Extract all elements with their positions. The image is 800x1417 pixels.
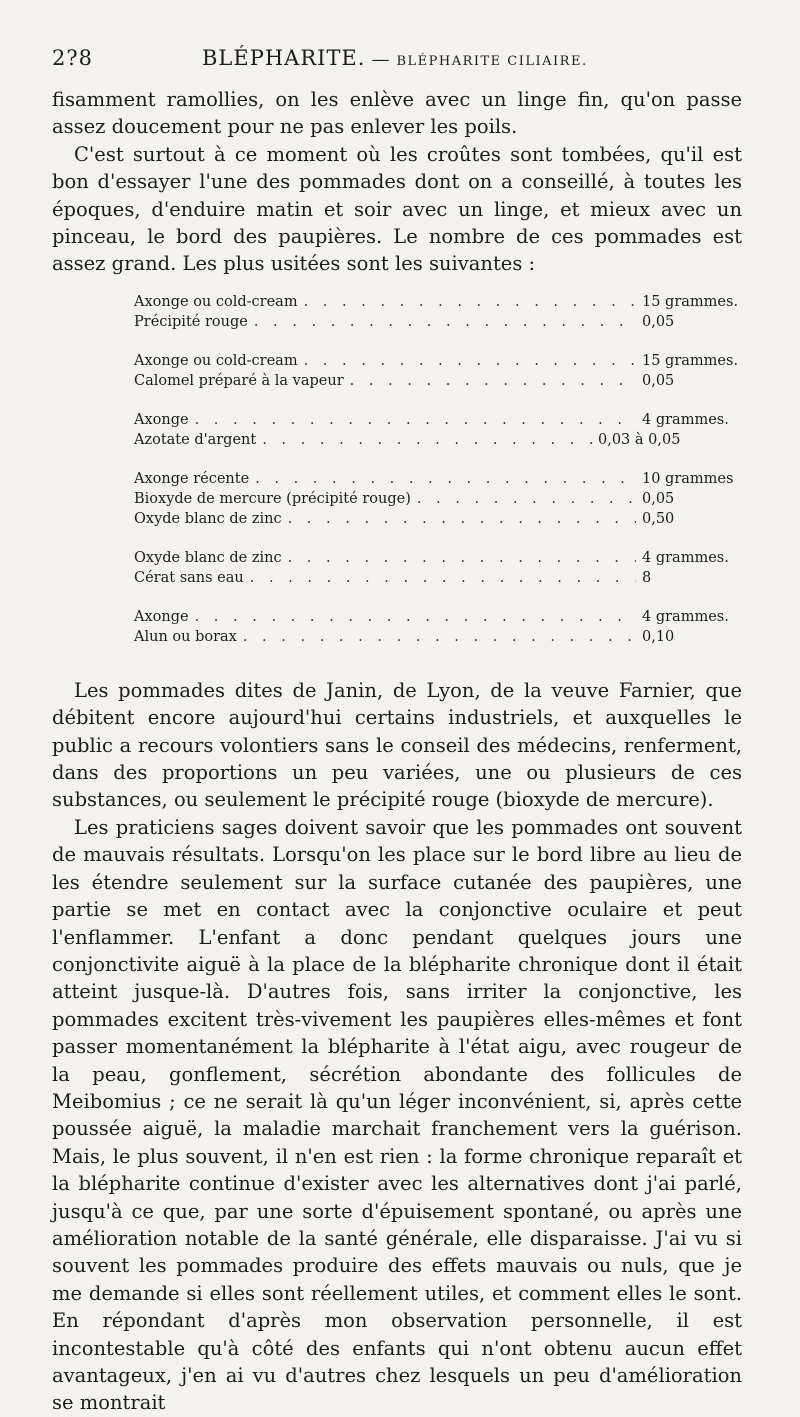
recipe [134, 469, 738, 529]
ingredient: Axonge ou cold-cream [134, 293, 298, 310]
recipe-row [134, 351, 738, 371]
recipe [134, 607, 738, 647]
running-title [202, 46, 588, 70]
quantity: 4 grammes. [642, 411, 729, 428]
ingredient: Azotate d'argent [134, 431, 257, 448]
page-number: 2?8 [52, 46, 93, 70]
ingredient: Cérat sans eau [134, 569, 244, 586]
ingredient: Axonge [134, 608, 189, 625]
recipe-row [134, 548, 738, 568]
recipe-row [134, 292, 738, 312]
leader-dots [254, 312, 636, 332]
quantity: 4 grammes. [642, 608, 729, 625]
quantity: 0,05 [642, 490, 675, 507]
quantity: 15 grammes. [642, 352, 739, 369]
recipe-row [134, 627, 738, 647]
quantity: 0,10 [642, 628, 675, 645]
ingredient: Précipité rouge [134, 313, 248, 330]
ingredient: Axonge ou cold-cream [134, 352, 298, 369]
recipe [134, 292, 738, 332]
ingredient: Bioxyde de mercure (précipité rouge) [134, 490, 411, 507]
quantity: 8 [642, 569, 652, 586]
paragraph-praticiens: Les praticiens sages doivent savoir que les pommades ont souvent de mauvais résultats. Lorsqu'on les place sur le bord libre au lieu de les étendre seulement sur la surface cutanée des paupières, une partie se met en contact avec la conjonctive oculaire et peut l'enflammer. L'enfant a donc pendant quelques jours une conjonctivite aiguë à la place de la blépharite chronique dont il était atteint jusque-là. D'autres fois, sans irriter la conjonctive, les pommades excitent très-vivement les paupières elles-mêmes et font passer momentanément la blépharite à l'état aigu, avec rougeur de la peau, gonflement, sécrétion abondante des follicules de Meibomius ; ce ne serait là qu'un léger inconvénient, si, après cette poussée aiguë, la maladie marchait franchement vers la guérison. Mais, le plus souvent, il n'en est rien : la forme chronique reparaît et la blépharite continue d'exister avec les alternatives dont j'ai parlé, jusqu'à ce que, par une sorte d'épuisement spontané, ou après une amélioration notable de la santé générale, elle disparaisse. J'ai vu si souvent les pommades produire des effets mauvais ou nuls, que je me demande si elles sont réellement utiles, et comment elles le sont. En répondant d'après mon observation personnelle, il est incontestable qu'à côté des enfants qui n'ont obtenu aucun effet avantageux, j'en ai vu d'autres chez lesquels un peu d'amélioration se montrait [52, 815, 742, 1415]
leader-dots [304, 292, 636, 312]
quantity: 10 grammes [642, 470, 734, 487]
paragraph-pommades-janin: Les pommades dites de Janin, de Lyon, de la veuve Farnier, que débitent encore aujourd'hui certains industriels, et auxquelles le public a recours volontiers sans le conseil des médecins, renferment, dans des proportions un peu variées, une ou plusieurs de ces substances, ou seulement le précipité rouge (bioxyde de mercure). [52, 678, 742, 812]
leader-dots [243, 627, 636, 647]
recipe-list [134, 292, 738, 647]
paragraph-pommades-intro: C'est surtout à ce moment où les croûtes sont tombées, qu'il est bon d'essayer l'une des pommades dont on a conseillé, à toutes les époques, d'enduire matin et soir avec un linge, et mieux avec un pinceau, le bord des paupières. Le nombre de ces pommades est assez grand. Les plus usitées sont les suivantes : [52, 142, 742, 276]
leader-dots [255, 469, 636, 489]
title-dash: — [371, 49, 391, 70]
leader-dots [304, 351, 636, 371]
quantity: 0,05 [642, 313, 675, 330]
running-header [52, 46, 742, 86]
recipe-row [134, 312, 738, 332]
ingredient: Axonge récente [134, 470, 250, 487]
ingredient: Axonge [134, 411, 189, 428]
ingredient: Calomel préparé à la vapeur [134, 372, 344, 389]
quantity: 0,03 à 0,05 [598, 431, 681, 448]
quantity: 4 grammes. [642, 549, 729, 566]
leader-dots [262, 430, 592, 450]
leader-dots [288, 509, 636, 529]
ingredient: Alun ou borax [134, 628, 237, 645]
recipe-row [134, 568, 738, 588]
leader-dots [288, 548, 636, 568]
recipe [134, 548, 738, 588]
recipe-row [134, 489, 738, 509]
leader-dots [417, 489, 636, 509]
chapter-title: BLÉPHARITE. [202, 46, 366, 70]
leader-dots [195, 410, 636, 430]
section-subtitle: BLÉPHARITE CILIAIRE. [396, 54, 588, 69]
quantity: 15 grammes. [642, 293, 739, 310]
paragraph-continued: fisamment ramollies, on les enlève avec un linge fin, qu'on passe assez doucement pour ne pas enlever les poils. [52, 88, 742, 139]
recipe [134, 351, 738, 391]
ingredient: Oxyde blanc de zinc [134, 510, 282, 527]
recipe-row [134, 371, 738, 391]
recipe-row [134, 430, 738, 450]
recipe-row [134, 607, 738, 627]
recipe-row [134, 509, 738, 529]
quantity: 0,50 [642, 510, 675, 527]
leader-dots [250, 568, 636, 588]
ingredient: Oxyde blanc de zinc [134, 549, 282, 566]
leader-dots [195, 607, 636, 627]
leader-dots [350, 371, 636, 391]
recipe-row [134, 410, 738, 430]
recipe-row [134, 469, 738, 489]
recipe [134, 410, 738, 450]
quantity: 0,05 [642, 372, 675, 389]
